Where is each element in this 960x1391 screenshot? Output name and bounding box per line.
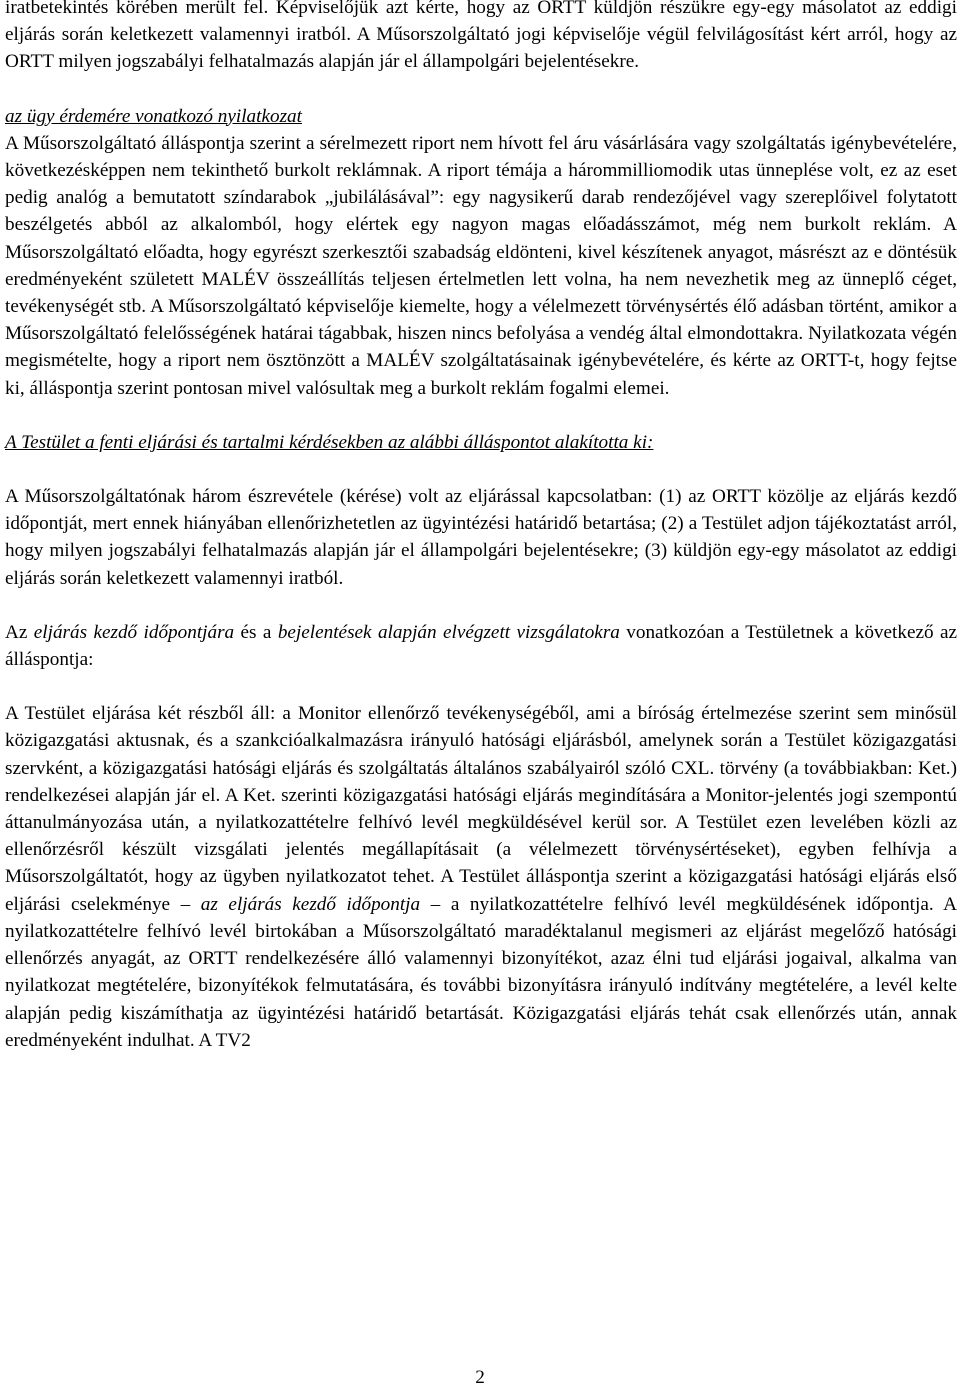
- paragraph-intro: iratbetekintés körében merült fel. Képviselőjük azt kérte, hogy az ORTT küldjön részükre egy-egy másolatot az eddigi eljárás során keletkezett valamennyi iratból. A Műsorszolgáltató jogi képviselője végül felvilágosítást kért arról, hogy az ORTT milyen jogszabályi felhatalmazás alapján jár el állampolgári bejelentésekre.: [5, 0, 957, 73]
- page-number: 2: [475, 1367, 485, 1388]
- section-heading-statement: az ügy érdemére vonatkozó nyilatkozat: [5, 105, 302, 127]
- paragraph-statement: A Műsorszolgáltató álláspontja szerint a sérelmezett riport nem hívott fel áru vásárlására vagy szolgáltatás igénybevételére, következésképpen nem tekinthető burkolt reklámnak. A riport témája a hárommilliomodik utas ünneplése volt, ez az eset pedig analóg a bemutatott színdarabok „jubilálásával”: egy nagysikerű darab rendezőjével vagy szereplőivel folytatott beszélgetés abból az alkalomból, hogy elértek egy nagyon magas előadásszámot, még nem burkolt reklám. A Műsorszolgáltató előadta, hogy egyrészt szerkesztői szabadság eldönteni, kivel készítenek anyagot, másrészt az e döntésük eredményeként született MALÉV összeállítás teljesen értelmetlen lett volna, ha nem nevezhetik meg az ünneplő céget, tevékenységét stb. A Műsorszolgáltató képviselője kiemelte, hogy a vélelmezett törvénysértés élő adásban történt, amikor a Műsorszolgáltató felelősségének határai tágabbak, hiszen nincs befolyása a vendég által elmondottakra. Nyilatkozata végén megismételte, hogy a riport nem ösztönzött a MALÉV szolgáltatásainak igénybevételére, és kérte az ORTT-t, hogy fejtse ki, álláspontja szerint pontosan mivel valósultak meg a burkolt reklám fogalmi elemei.: [5, 132, 957, 399]
- section-heading-position: A Testület a fenti eljárási és tartalmi kérdésekben az alábbi álláspontot alakította ki:: [5, 431, 654, 453]
- paragraph-position-intro: Az eljárás kezdő időpontjára és a bejelentések alapján elvégzett vizsgálatokra vonatkozóan a Testületnek a következő az álláspontja:: [5, 621, 958, 671]
- paragraph-observations: A Műsorszolgáltatónak három észrevétele (kérése) volt az eljárással kapcsolatban: (1) az ORTT közölje az eljárás kezdő időpontját, mert ennek hiányában ellenőrizhetetlen az ügyintézési határidő betartása; (2) a Testület adjon tájékoztatást arról, hogy milyen jogszabályi felhatalmazás alapján jár el állampolgári bejelentésekre; (3) küldjön egy-egy másolatot az eddigi eljárás során keletkezett valamennyi iratból.: [5, 486, 957, 589]
- paragraph-procedure: A Testület eljárása két részből áll: a Monitor ellenőrző tevékenységéből, ami a bíróság értelmezése szerint sem minősül közigazgatási aktusnak, és a szankcióalkalmazásra irányuló hatósági eljárásból, amelynek során a Testület közigazgatási szervként, a közigazgatási hatósági eljárás és szolgáltatás általános szabályairól szóló CXL. törvény (a továbbiakban: Ket.) rendelkezései alapján jár el. A Ket. szerinti közigazgatási hatósági eljárás megindítására a Monitor-jelentés jogi szempontú áttanulmányozása után, a nyilatkozattételre felhívó levél megküldésével kerül sor. A Testület ezen levelében közli az ellenőrzésről készült vizsgálati jelentés megállapításait (a vélelmezett törvénysértéseket), egyben felhívja a Műsorszolgáltatót, hogy az ügyben nyilatkozatot tehet. A Testület álláspontja szerint a közigazgatási hatósági eljárás első eljárási cselekménye – az eljárás kezdő időpontja – a nyilatkozattételre felhívó levél megküldésének időpontja. A nyilatkozattételre felhívó levél birtokában a Műsorszolgáltató maradéktalanul megismeri az eljárást megelőző hatósági ellenőrzés anyagát, az ORTT rendelkezésére álló valamennyi bizonyítékot, azaz élni tud eljárási jogaival, alkalma van nyilatkozat megtételére, bizonyítékok felmutatására, és további bizonyításra irányuló indítvány megtételére, a levél kelte alapján pedig kiszámíthatja az ügyintézési határidő betartását. Közigazgatási eljárás tehát csak ellenőrzés után, annak eredményeként indulhat. A TV2: [5, 703, 958, 1051]
- document-body: [5, 0, 957, 1054]
